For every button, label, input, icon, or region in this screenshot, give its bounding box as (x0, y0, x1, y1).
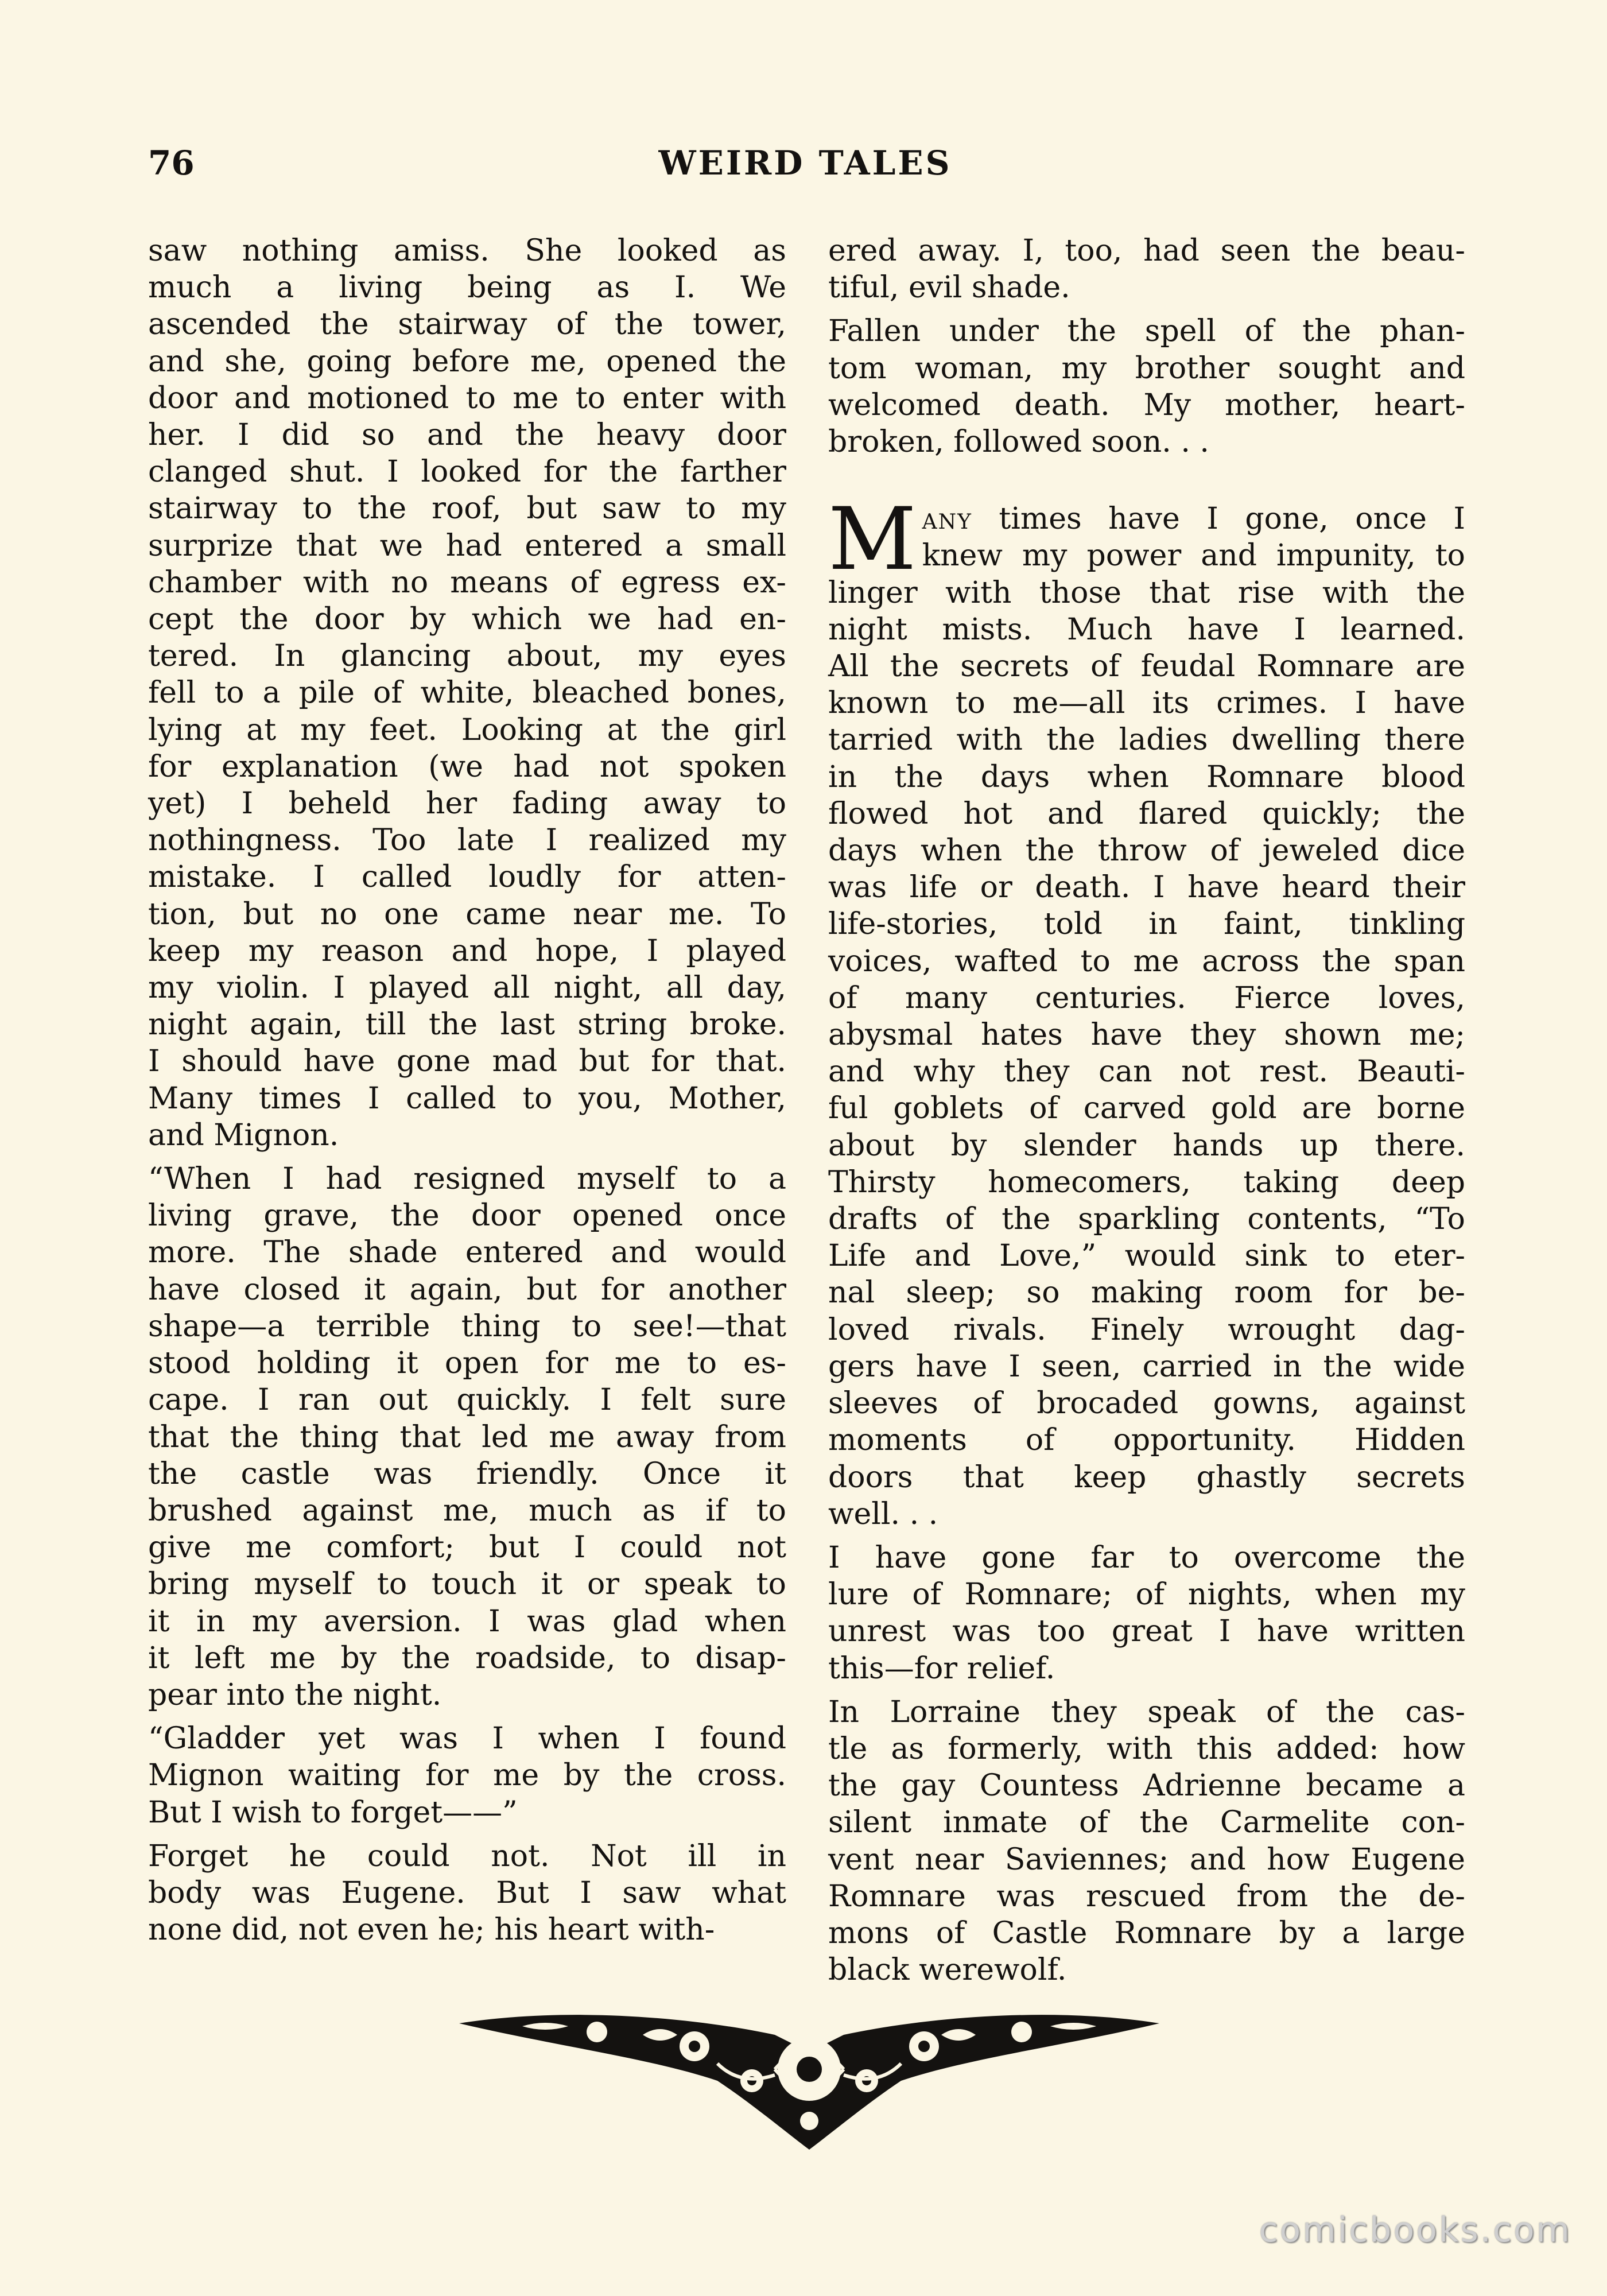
text-line: vent near Saviennes; and how Eugene (828, 1842, 1465, 1877)
text-line: have closed it again, but for another (148, 1272, 786, 1307)
text-line: and Mignon. (148, 1118, 339, 1153)
text-line: in the days when Romnare blood (828, 759, 1465, 794)
text-line: stood holding it open for me to es- (148, 1346, 786, 1381)
paragraph (828, 1539, 1465, 1687)
text-line: keep my reason and hope, I played (148, 933, 786, 968)
text-line: and why they can not rest. Beauti- (828, 1054, 1465, 1089)
text-line: cape. I ran out quickly. I felt sure (148, 1383, 786, 1418)
text-line: her. I did so and the heavy door (148, 418, 786, 453)
text-line: it left me by the roadside, to disap- (148, 1640, 786, 1676)
text-line: brushed against me, much as if to (148, 1493, 786, 1528)
text-line: nal sleep; so making room for be- (828, 1275, 1465, 1310)
text-line: knew my power and impunity, to (922, 538, 1465, 573)
text-line: my violin. I played all night, all day, (148, 971, 786, 1006)
text-line: sleeves of brocaded gowns, against (828, 1386, 1465, 1421)
text-line: moments of opportunity. Hidden (828, 1423, 1465, 1458)
text-line: door and motioned to me to enter with (148, 381, 786, 416)
text-line: flowed hot and flared quickly; the (828, 796, 1465, 831)
text-line: pear into the night. (148, 1677, 442, 1712)
text-line: welcomed death. My mother, heart- (828, 387, 1465, 422)
text-line: But I wish to forget——” (148, 1795, 518, 1830)
right-text-column (828, 232, 1465, 1988)
page-number: 76 (148, 144, 195, 183)
drop-cap-letter: M (828, 490, 917, 590)
left-text-column (148, 232, 786, 1948)
text-line: and she, going before me, opened the (148, 344, 786, 379)
text-line: unrest was too great I have written (828, 1614, 1465, 1649)
text-line: Thirsty homecomers, taking deep (828, 1165, 1465, 1200)
text-line: chamber with no means of egress ex- (148, 565, 786, 600)
line-text: times have I gone, once I (999, 502, 1466, 537)
text-line: Romnare was rescued from the de- (828, 1879, 1465, 1914)
text-line: tle as formerly, with this added: how (828, 1731, 1465, 1766)
text-line: more. The shade entered and would (148, 1235, 786, 1270)
text-line: that the thing that led me away from (148, 1420, 786, 1455)
paragraph (828, 1694, 1465, 1989)
text-line: tiful, evil shade. (828, 270, 1070, 305)
text-line: ered away. I, too, had seen the beau- (828, 234, 1465, 268)
text-line: I have gone far to overcome the (828, 1540, 1465, 1575)
text-line: mons of Castle Romnare by a large (828, 1915, 1465, 1950)
text-line: broken, followed soon. . . (828, 425, 1209, 460)
text-line: Forget he could not. Not ill in (148, 1839, 786, 1874)
text-line: ascended the stairway of the tower, (148, 307, 786, 342)
text-line: body was Eugene. But I saw what (148, 1875, 786, 1910)
text-line: night again, till the last string broke. (148, 1007, 786, 1042)
text-line: black werewolf. (828, 1953, 1067, 1988)
paragraph (828, 232, 1465, 306)
text-line: well. . . (828, 1496, 938, 1531)
text-line: yet) I beheld her fading away to (148, 786, 786, 821)
text-line: about by slender hands up there. (828, 1128, 1465, 1163)
text-line: linger with those that rise with the (828, 575, 1465, 610)
text-line: In Lorraine they speak of the cas- (828, 1694, 1465, 1729)
text-line: clanged shut. I looked for the farther (148, 455, 786, 490)
text-line: the castle was friendly. Once it (148, 1456, 786, 1491)
text-line: of many centuries. Fierce loves, (828, 980, 1465, 1015)
text-line: fell to a pile of white, bleached bones, (148, 676, 786, 711)
text-line: cept the door by which we had en- (148, 602, 786, 637)
text-line: nothingness. Too late I realized my (148, 823, 786, 858)
text-line: shape—a terrible thing to see!—that (148, 1309, 786, 1344)
text-line: known to me—all its crimes. I have (828, 686, 1465, 721)
text-line: Life and Love,” would sink to eter- (828, 1239, 1465, 1274)
text-line: ful goblets of carved gold are borne (828, 1091, 1465, 1126)
text-line: the gay Countess Adrienne became a (828, 1768, 1465, 1804)
paragraph (148, 1161, 786, 1713)
text-line: tion, but no one came near me. To (148, 897, 786, 932)
text-line: tom woman, my brother sought and (828, 351, 1465, 386)
right-column-bottom (828, 1539, 1465, 1988)
small-caps-word: any (922, 502, 972, 537)
text-line: Mignon waiting for me by the cross. (148, 1758, 786, 1793)
text-line: lying at my feet. Looking at the girl (148, 712, 786, 747)
text-line: night mists. Much have I learned. (828, 612, 1465, 647)
text-line: days when the throw of jeweled dice (828, 833, 1465, 868)
text-line: saw nothing amiss. She looked as (148, 234, 786, 268)
text-line: I should have gone mad but for that. (148, 1044, 786, 1079)
text-line: “Gladder yet was I when I found (148, 1721, 786, 1756)
text-line: loved rivals. Finely wrought dag- (828, 1312, 1465, 1347)
paragraph (148, 232, 786, 1154)
watermark-text: comicbooks.com (1259, 2210, 1571, 2250)
text-line: living grave, the door opened once (148, 1199, 786, 1234)
text-line: for explanation (we had not spoken (148, 749, 786, 784)
text-line: Fallen under the spell of the phan- (828, 314, 1465, 349)
text-line: voices, wafted to me across the span (828, 944, 1465, 979)
text-line: gers have I seen, carried in the wide (828, 1349, 1465, 1384)
paragraph (148, 1838, 786, 1949)
text-line: none did, not even he; his heart with- (148, 1913, 715, 1948)
text-line: much a living being as I. We (148, 270, 786, 305)
text-line: All the secrets of feudal Romnare are (828, 649, 1465, 684)
right-column-top (828, 232, 1465, 460)
floral-tailpiece-ornament-icon (453, 1983, 1165, 2155)
text-line: lure of Romnare; of nights, when my (828, 1577, 1465, 1612)
text-line: tarried with the ladies dwelling there (828, 723, 1465, 758)
text-line: doors that keep ghastly secrets (828, 1460, 1465, 1495)
text-line: mistake. I called loudly for atten- (148, 860, 786, 895)
text-line: stairway to the roof, but saw to my (148, 491, 786, 526)
dropcap-paragraph (828, 490, 1466, 1533)
text-line: it in my aversion. I was glad when (148, 1604, 786, 1639)
text-line: give me comfort; but I could not (148, 1530, 786, 1565)
text-line: drafts of the sparkling contents, “To (828, 1202, 1465, 1237)
text-line: Many times I called to you, Mother, (148, 1081, 786, 1116)
text-line: tered. In glancing about, my eyes (148, 639, 786, 674)
text-line (828, 501, 1465, 537)
page-header (148, 144, 1462, 189)
paragraph (828, 313, 1465, 460)
text-line: “When I had resigned myself to a (148, 1162, 786, 1197)
text-line: was life or death. I have heard their (828, 870, 1465, 905)
text-line: bring myself to touch it or speak to (148, 1567, 786, 1602)
text-line: abysmal hates have they shown me; (828, 1018, 1465, 1053)
paragraph (148, 1720, 786, 1831)
text-line: surprize that we had entered a small (148, 528, 786, 563)
text-line: life-stories, told in faint, tinkling (828, 907, 1465, 942)
text-line: this—for relief. (828, 1651, 1055, 1686)
running-title: WEIRD TALES (658, 144, 952, 183)
text-line: silent inmate of the Carmelite con- (828, 1805, 1465, 1840)
